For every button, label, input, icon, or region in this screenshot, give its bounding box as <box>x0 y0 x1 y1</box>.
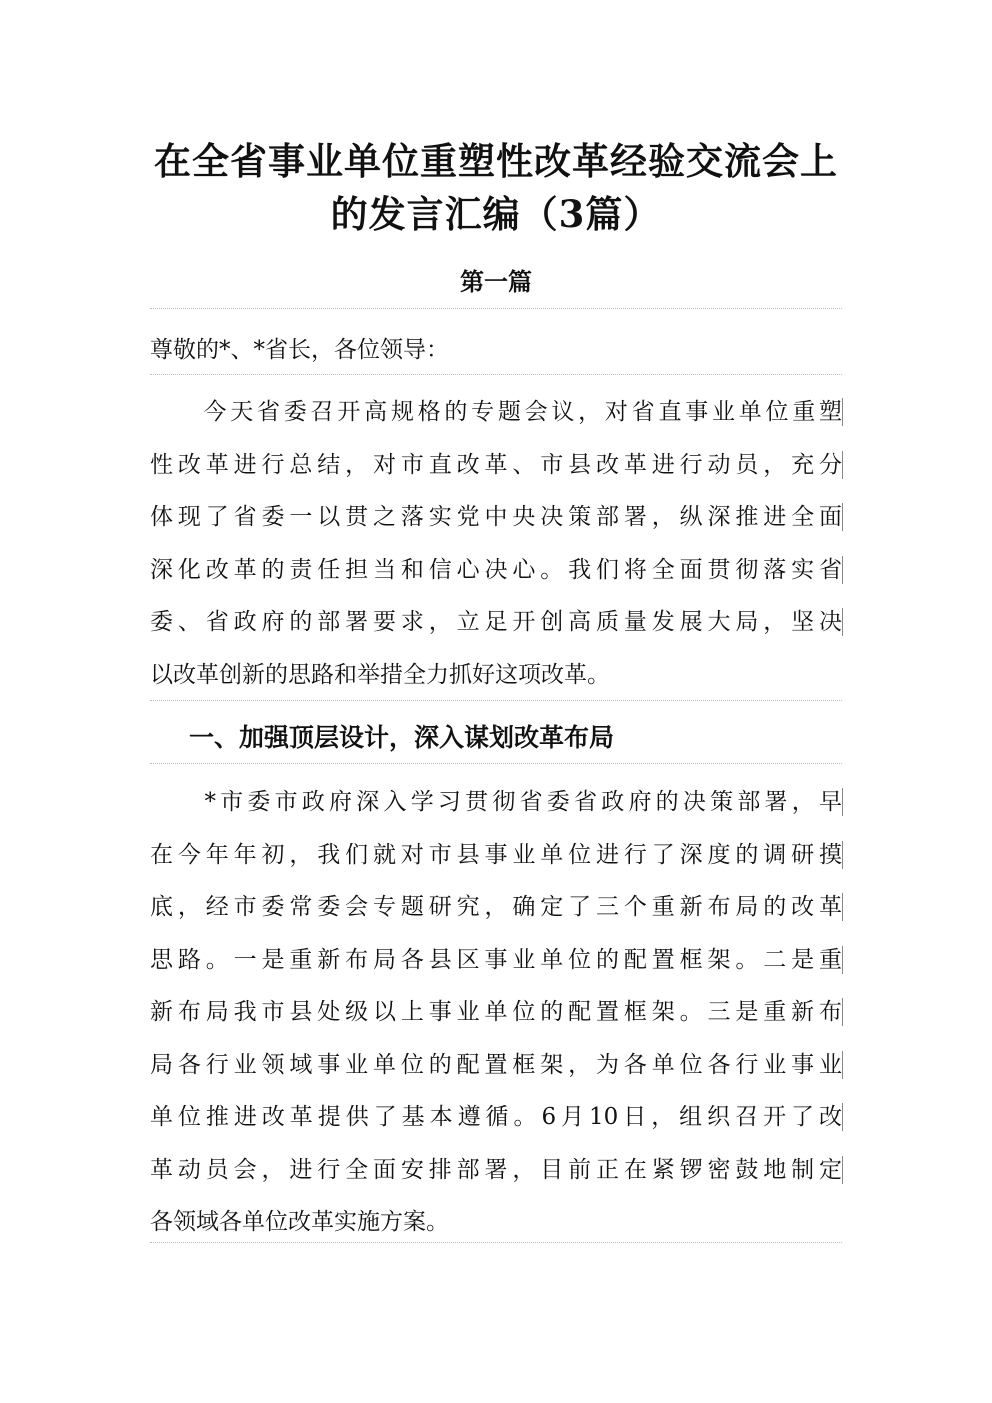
section-heading: 一、加强顶层设计，深入谋划改革布局 <box>189 723 615 752</box>
margin-bar <box>842 841 843 869</box>
paragraph-line: 底，经市委常委会专题研究，确定了三个重新布局的改革 <box>150 894 842 920</box>
paragraph-line: 在今年年初，我们就对市县事业单位进行了深度的调研摸 <box>150 841 842 868</box>
paragraph-line: 今天省委召开高规格的专题会议，对省直事业单位重塑 <box>150 399 842 425</box>
margin-bar <box>842 556 843 584</box>
margin-bar <box>842 608 843 636</box>
salutation: 尊敬的*、*省长，各位领导： <box>150 337 449 363</box>
margin-bar <box>842 1051 843 1079</box>
paragraph-line: 体现了省委一以贯之落实党中央决策部署，纵深推进全面 <box>150 504 842 530</box>
divider <box>150 700 842 701</box>
paragraph-line: *市委市政府深入学习贯彻省委省政府的决策部署，早 <box>150 789 842 815</box>
paragraph-line: 思路。一是重新布局各县区事业单位的配置框架。二是重 <box>150 946 842 973</box>
paragraph-line: 性改革进行总结，对市直改革、市县改革进行动员，充分 <box>150 451 842 478</box>
document-title-line-2: 的发言汇编（3篇） <box>330 192 662 236</box>
divider <box>150 308 842 309</box>
divider <box>150 1242 842 1243</box>
margin-bar <box>842 946 843 974</box>
margin-bar <box>842 893 843 921</box>
margin-bar <box>842 1103 843 1131</box>
paragraph-line: 各领域各单位改革实施方案。 <box>150 1209 449 1235</box>
margin-bar <box>842 1156 843 1184</box>
paragraph-line: 新布局我市县处级以上事业单位的配置框架。三是重新布 <box>150 999 842 1025</box>
divider <box>150 374 842 375</box>
margin-bar <box>842 451 843 479</box>
paragraph-line: 委、省政府的部署要求，立足开创高质量发展大局，坚决 <box>150 609 842 635</box>
margin-bar <box>842 998 843 1026</box>
body-paragraph <box>150 776 842 1249</box>
intro-paragraph <box>150 386 842 701</box>
section-label: 第一篇 <box>460 268 532 296</box>
paragraph-line: 深化改革的责任担当和信心决心。我们将全面贯彻落实省 <box>150 556 842 583</box>
margin-bar <box>842 503 843 531</box>
paragraph-line: 革动员会，进行全面安排部署，目前正在紧锣密鼓地制定 <box>150 1156 842 1183</box>
margin-bar <box>842 788 843 816</box>
document-title-line-1: 在全省事业单位重塑性改革经验交流会上 <box>154 139 838 183</box>
paragraph-line: 以改革创新的思路和举措全力抓好这项改革。 <box>150 661 610 688</box>
margin-bar <box>842 398 843 426</box>
paragraph-line: 单位推进改革提供了基本遵循。6月10日，组织召开了改 <box>150 1104 842 1130</box>
divider <box>150 763 842 764</box>
paragraph-line: 局各行业领域事业单位的配置框架，为各单位各行业事业 <box>150 1051 842 1078</box>
